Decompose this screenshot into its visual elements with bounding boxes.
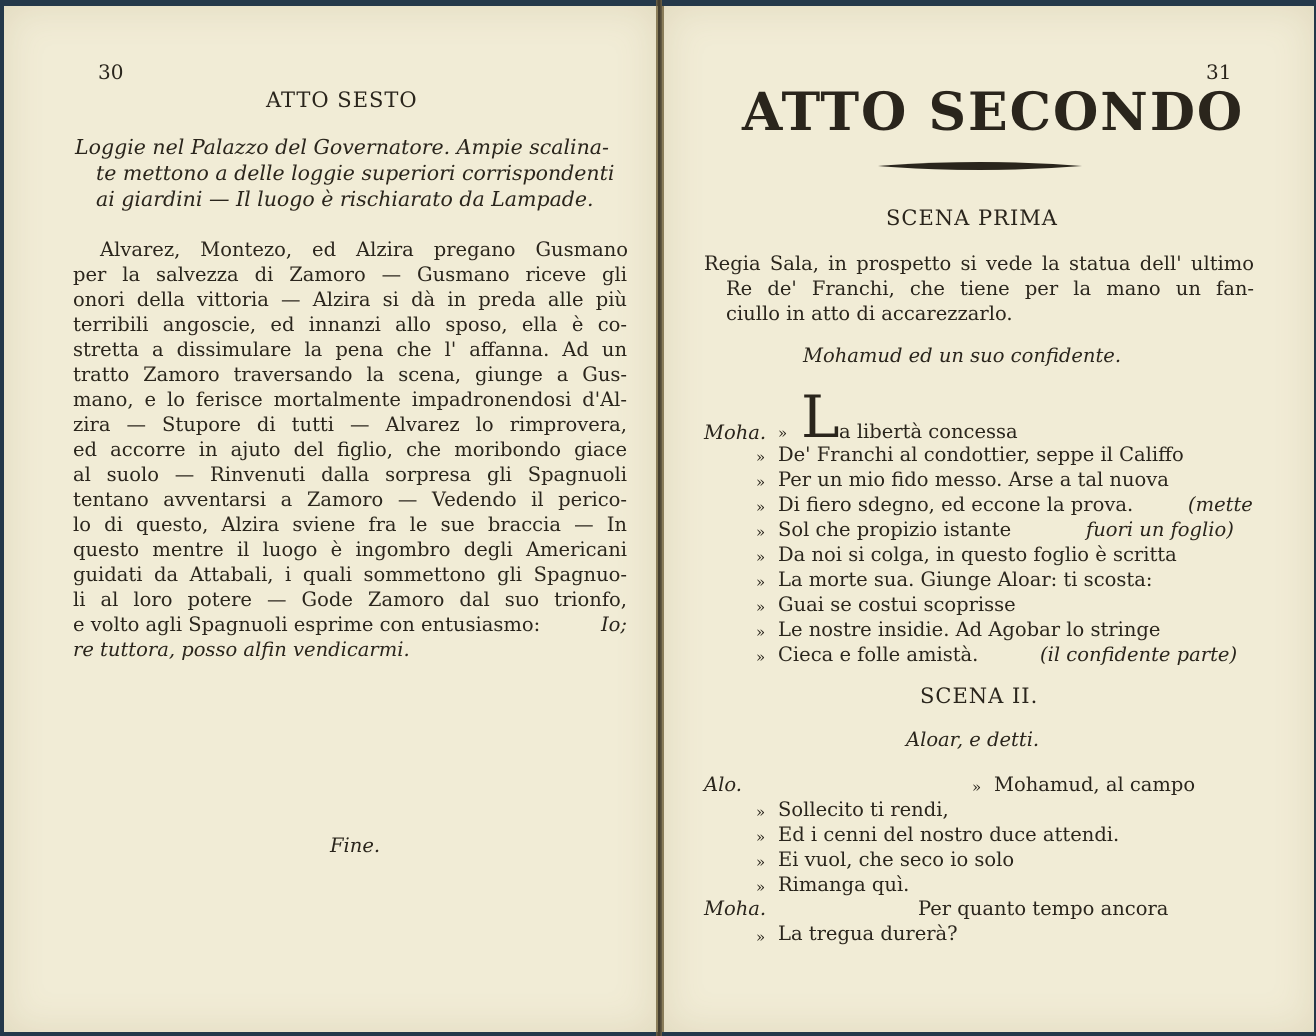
scene-characters: Mohamud ed un suo confidente. <box>803 344 1122 367</box>
verse-line: Ei vuol, che seco io solo <box>778 848 1015 871</box>
paragraph-line: questo mentre il luogo è ingombro degli Americani <box>73 538 627 561</box>
paragraph-line: tentano avventarsi a Zamoro — Vedendo il perico- <box>73 488 627 511</box>
verse-line: Ed i cenni del nostro duce attendi. <box>778 823 1120 846</box>
verse-mark: » <box>972 778 982 796</box>
speaker-name: Moha. <box>704 897 767 920</box>
stage-aside: fuori un foglio) <box>1086 518 1234 541</box>
stage-aside: (il confidente parte) <box>1040 643 1238 666</box>
paragraph-line: lo di questo, Alzira sviene fra le sue braccia — In <box>73 513 627 536</box>
scene-setting-line: ciullo in atto di accarezzarlo. <box>726 302 1013 325</box>
verse-line: Le nostre insidie. Ad Agobar lo stringe <box>778 618 1161 641</box>
verse-mark: » <box>756 853 766 871</box>
verse-line: Di fiero sdegno, ed eccone la prova. <box>778 493 1134 516</box>
verse-mark: » <box>756 523 766 541</box>
verse-line: La tregua durerà? <box>778 922 958 945</box>
speaker-name: Alo. <box>704 773 742 796</box>
paragraph-line: zira — Stupore di tutti — Alvarez lo rimprovera, <box>73 413 627 436</box>
paragraph-line: mano, e lo ferisce mortalmente impadronendosi d'Al- <box>73 388 627 411</box>
scene-heading-2: SCENA II. <box>920 684 1039 708</box>
paragraph-line-italic: Io; <box>600 613 627 636</box>
verse-mark: » <box>756 828 766 846</box>
stage-aside: (mette <box>1188 493 1253 516</box>
paragraph-line: tratto Zamoro traversando la scena, giunge a Gus- <box>73 363 627 386</box>
paragraph-line: terribili angoscie, ed innanzi allo sposo, ella è co- <box>73 313 627 336</box>
scene-characters: Aloar, e detti. <box>906 728 1040 751</box>
verse-line: Per quanto tempo ancora <box>918 897 1169 920</box>
verse-line: Da noi si colga, in questo foglio è scritta <box>778 543 1177 566</box>
verse-mark: » <box>756 878 766 896</box>
paragraph-last-line <box>73 613 627 636</box>
page-number-left: 30 <box>98 60 124 84</box>
verse-mark: » <box>756 623 766 641</box>
paragraph-line: onori della vittoria — Alzira si dà in preda alle più <box>73 288 627 311</box>
paragraph-line: stretta a dissimulare la pena che l' affanna. Ad un <box>73 338 627 361</box>
verse-mark: » <box>756 448 766 466</box>
act-heading-left: ATTO SESTO <box>266 88 418 112</box>
scene-setting-line: Re de' Franchi, che tiene per la mano un fan- <box>726 277 1254 300</box>
paragraph-line: li al loro potere — Gode Zamoro dal suo trionfo, <box>73 588 627 611</box>
verse-line: La morte sua. Giunge Aloar: ti scosta: <box>778 568 1153 591</box>
verse-mark: » <box>756 548 766 566</box>
stage-direction-line: Loggie nel Palazzo del Governatore. Ampie scalina- <box>75 135 609 159</box>
verse-mark: » <box>756 803 766 821</box>
paragraph-line: e volto agli Spagnuoli esprime con entusiasmo: <box>73 613 541 636</box>
drop-cap: L <box>801 383 840 451</box>
verse-line: Sol che propizio istante <box>778 518 1012 541</box>
stage-direction-line: ai giardini — Il luogo è rischiarato da Lampade. <box>96 187 594 211</box>
verse-mark: » <box>778 424 788 442</box>
page-number-right: 31 <box>1206 60 1232 84</box>
verse-mark: » <box>756 473 766 491</box>
verse-mark: » <box>756 573 766 591</box>
verse-line: Mohamud, al campo <box>994 773 1196 796</box>
paragraph-line: per la salvezza di Zamoro — Gusmano riceve gli <box>73 263 627 286</box>
scene-setting-line: Regia Sala, in prospetto si vede la statua dell' ultimo <box>704 252 1254 275</box>
verse-line: De' Franchi al condottier, seppe il Califfo <box>778 443 1184 466</box>
verse-mark: » <box>756 928 766 946</box>
verse-line: Rimanga quì. <box>778 873 910 896</box>
verse-mark: » <box>756 498 766 516</box>
verse-line: Cieca e folle amistà. <box>778 643 979 666</box>
scene-heading-1: SCENA PRIMA <box>886 206 1058 230</box>
verse-mark: » <box>756 648 766 666</box>
paragraph-final-line: re tuttora, posso alfin vendicarmi. <box>73 638 410 661</box>
verse-line: a libertà concessa <box>839 420 1018 443</box>
end-mark: Fine. <box>330 834 381 857</box>
verse-line: Sollecito ti rendi, <box>778 798 949 821</box>
paragraph-line: ed accorre in ajuto del figlio, che moribondo giace <box>73 438 627 461</box>
paragraph-line: al suolo — Rinvenuti dalla sorpresa gli Spagnuoli <box>73 463 627 486</box>
ornament-rule <box>876 156 1084 176</box>
paragraph-line: Alvarez, Montezo, ed Alzira pregano Gusmano <box>100 238 628 261</box>
verse-line: Per un mio fido messo. Arse a tal nuova <box>778 468 1169 491</box>
verse-line: Guai se costui scoprisse <box>778 593 1016 616</box>
stage-direction-line: te mettono a delle loggie superiori corrispondenti <box>96 161 615 185</box>
speaker-name: Moha. <box>704 421 767 444</box>
verse-mark: » <box>756 598 766 616</box>
paragraph-line: guidati da Attabali, i quali sommettono gli Spagnuo- <box>73 563 627 586</box>
act-title: ATTO SECONDO <box>742 82 1245 143</box>
